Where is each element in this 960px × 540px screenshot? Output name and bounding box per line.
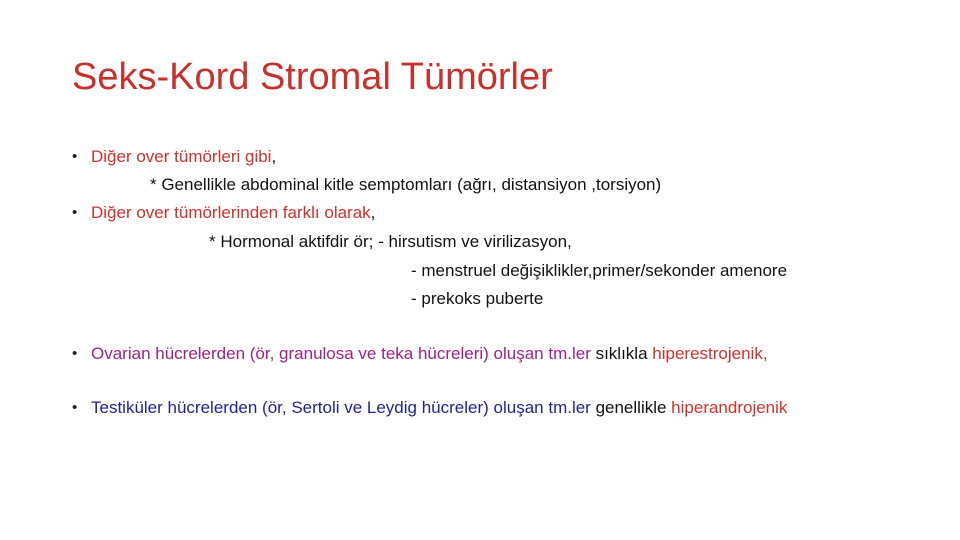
bullet-4-text-a: Testiküler hücrelerden (ör, Sertoli ve Leydig hücreler) oluşan tm.ler	[91, 398, 591, 417]
bullet-4-text-b: genellikle	[590, 398, 672, 417]
bullet-3-text-b: sıklıkla	[590, 344, 653, 363]
bullet-1-text-a: Diğer over tümörleri gibi	[91, 147, 272, 166]
bullet-2-text-a: Diğer over tümörlerinden farklı olarak	[91, 203, 371, 222]
bullet-4-text-c: hiperandrojenik	[671, 398, 788, 417]
bullet-3: •	[72, 345, 78, 362]
bullet-1-text-b: ,	[271, 147, 277, 166]
bullet-2-subline-3: - prekoks puberte	[411, 289, 544, 308]
bullet-1: •	[72, 148, 78, 165]
bullet-4-text	[91, 397, 787, 419]
bullet-4: •	[72, 399, 78, 416]
bullet-3-text	[91, 343, 768, 365]
bullet-1-subline: * Genellikle abdominal kitle semptomları (ağrı, distansiyon ,torsiyon)	[150, 175, 662, 194]
bullet-3-text-a: Ovarian hücrelerden (ör, granulosa ve teka hücreleri) oluşan tm.ler	[91, 344, 591, 363]
bullet-2-subline-2: - menstruel değişiklikler,primer/sekonder amenore	[411, 261, 788, 280]
slide-title: Seks-Kord Stromal Tümörler	[72, 56, 553, 98]
bullet-3-text-c: hiperestrojenik,	[652, 344, 768, 363]
bullet-2-text-b: ,	[370, 203, 376, 222]
bullet-2: •	[72, 204, 78, 221]
bullet-2-text	[91, 202, 375, 224]
bullet-1-text	[91, 146, 276, 168]
bullet-2-subline-1: * Hormonal aktifdir ör; - hirsutism ve virilizasyon,	[209, 232, 572, 251]
